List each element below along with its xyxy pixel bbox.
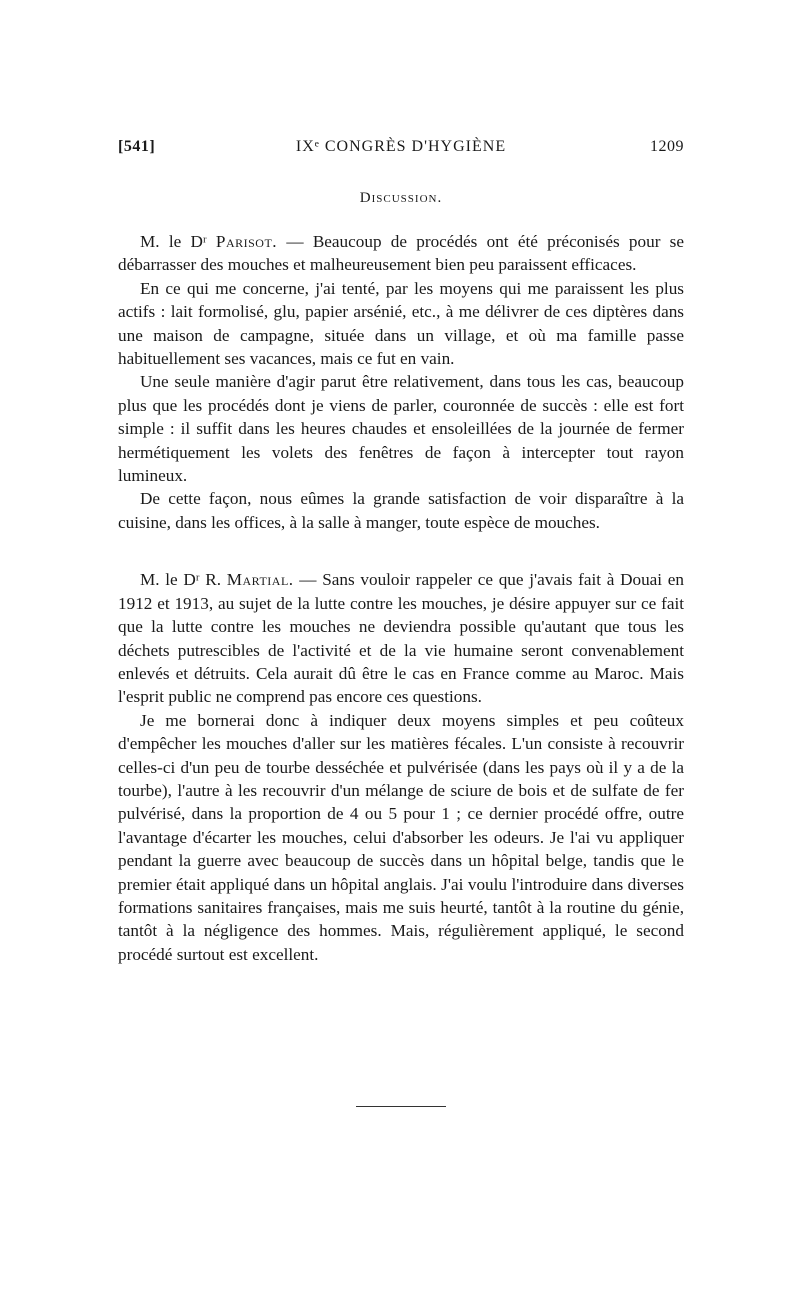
page-reference: [541]: [118, 138, 156, 155]
paragraph-martial: [118, 568, 684, 708]
section-title: Discussion.: [359, 190, 443, 206]
paragraph: En ce qui me concerne, j'ai tenté, par les moyens qui me paraissent les plus actifs : lait formolisé, glu, papier arsénié, etc., à me délivrer de ces diptères dans une maison de campagne, située dans un village, et où ma famille passe habituellement ses vacances, mais ce fut en vain.: [118, 278, 684, 369]
running-head: [118, 138, 684, 160]
speaker-name: Martial.: [226, 570, 294, 590]
paragraph: Une seule manière d'agir parut être relativement, dans tous les cas, beaucoup plus que les procédés dont je viens de parler, couronnée de succès : elle est fort simple : il suffit dans les heures chaudes et ensoleillées de la journée de fermer hermétiquement les volets des fenêtres de façon à intercepter tout rayon lumineux.: [118, 372, 684, 486]
speaker-prefix: M. le Dʳ R.: [140, 570, 227, 590]
running-title: IXᵉ CONGRÈS D'HYGIÈNE: [295, 138, 507, 155]
paragraph: Je me bornerai donc à indiquer deux moyens simples et peu coûteux d'empêcher les mouches d'aller sur les matières fécales. L'un consiste à recouvrir celles-ci d'un peu de tourbe desséchée et pulvérisée (dans les pays où il y a de la tourbe), l'autre à les recouvrir d'un mélange de sciure de bois et de sulfate de fer pulvérisé, dans la proportion de 4 ou 5 pour 1 ; ce dernier procédé offre, outre l'avantage d'écarter les mouches, celui d'absorber les odeurs. Je l'ai vu appliquer pendant la guerre avec beaucoup de succès dans un hôpital belge, tandis que le premier était appliqué dans un hôpital anglais. J'ai voulu l'introduire dans diverses formations sanitaires françaises, mais me suis heurté, tantôt à la routine du génie, tantôt à la négligence des hommes. Mais, régulièrement appliqué, le second procédé surtout est excellent.: [118, 710, 684, 964]
speaker-dash: —: [277, 232, 313, 251]
paragraph: De cette façon, nous eûmes la grande satisfaction de voir disparaître à la cuisine, dans les offices, à la salle à manger, toute espèce de mouches.: [118, 489, 684, 532]
speech-text: Sans vouloir rappeler ce que j'avais fait à Douai en 1912 et 1913, au sujet de la lutte contre les mouches, je désire appuyer sur ce fait que la lutte contre les mouches ne deviendra possible qu'autant que tous les déchets putrescibles de l'activité et de la vie humaine seront convenablement enlevés et détruits. Cela aurait dû être le cas en France comme au Maroc. Mais l'esprit public ne comprend pas encore ces questions.: [118, 570, 685, 707]
speech-text: Beaucoup de procédés ont été préconisés pour se débarrasser des mouches et malheureusement bien peu paraissent efficaces.: [118, 232, 684, 275]
speaker-dash: —: [293, 570, 323, 590]
page-number: 1209: [650, 138, 684, 155]
paragraph-parisot: [118, 230, 684, 277]
end-rule: [356, 1106, 446, 1107]
body-text: [118, 230, 684, 966]
speaker-prefix: M. le Dʳ: [140, 232, 216, 251]
speaker-name: Parisot.: [215, 232, 278, 251]
paragraph-gap: [118, 534, 684, 568]
